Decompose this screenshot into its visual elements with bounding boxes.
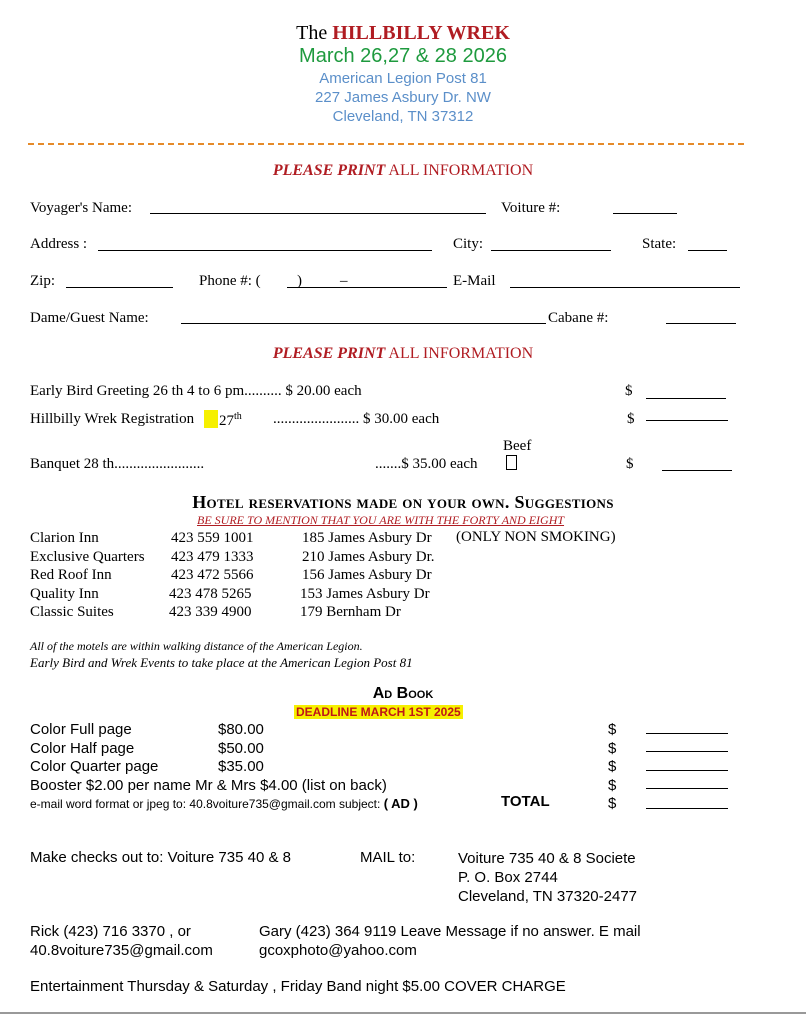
early-bird-line: Early Bird Greeting 26 th 4 to 6 pm.......... $ 20.00 each [30, 383, 362, 399]
registration-dollar: $ [627, 411, 635, 427]
ad-dollar: $ [608, 776, 617, 794]
quarter-page-amount-field[interactable] [646, 770, 728, 771]
hotel-address: 156 James Asbury Dr [302, 567, 432, 583]
booster-amount-field[interactable] [646, 788, 728, 789]
hotel-address: 153 James Asbury Dr [300, 585, 430, 602]
phone-paren: ) [297, 273, 302, 289]
phone-dash: – [340, 273, 348, 289]
mailing-address [458, 849, 637, 906]
please-print-emph: PLEASE PRINT [272, 162, 386, 179]
hotel-phone: 423 479 1333 [171, 548, 254, 565]
hotel-name: Exclusive Quarters [30, 548, 145, 565]
cabane-label: Cabane #: [548, 310, 609, 326]
hotel-name: Red Roof Inn [30, 567, 112, 583]
registration-label: Hillbilly Wrek Registration [30, 411, 195, 427]
ad-dollar: $ [608, 758, 617, 775]
voiture-label: Voiture #: [501, 200, 561, 216]
ad-item-label: Color Quarter page [30, 758, 159, 775]
venue-name: American Legion Post 81 [319, 70, 487, 87]
hotel-addresses [300, 529, 435, 622]
total-amount-field[interactable] [646, 808, 728, 809]
hotel-name: Classic Suites [30, 604, 114, 620]
voyager-name-field[interactable] [150, 213, 486, 214]
city-label: City: [453, 236, 484, 252]
deadline-badge: DEADLINE MARCH 1ST 2025 [296, 705, 461, 719]
divider [28, 143, 744, 145]
ad-item-label: Color Half page [30, 739, 135, 757]
event-title [0, 22, 806, 45]
registration-amount-field[interactable] [646, 420, 728, 421]
please-print-emph-2: PLEASE PRINT [272, 345, 386, 362]
email-format-text: e-mail word format or jpeg to: 40.8voiture735@gmail.com subject: [30, 797, 381, 811]
email-format-line [30, 796, 418, 811]
hotel-names [30, 529, 145, 622]
please-print-heading [0, 162, 806, 180]
address-field[interactable] [98, 250, 432, 251]
ad-item-label: Color Full page [30, 721, 132, 738]
hotel-phone: 423 339 4900 [169, 604, 252, 620]
banquet-amount-field[interactable] [662, 470, 732, 471]
registration-day-sup: th [234, 411, 242, 422]
venue-city: Cleveland, TN 37312 [332, 108, 474, 125]
events-location-note: Early Bird and Wrek Events to take place at the American Legion Post 81 [30, 655, 413, 670]
ad-dollar: $ [608, 721, 617, 738]
phone-field[interactable] [287, 287, 447, 288]
mailing-addr-line: P. O. Box 2744 [458, 869, 558, 886]
hotel-phone: 423 478 5265 [169, 585, 252, 602]
ad-dollar-column [608, 721, 616, 814]
zip-field[interactable] [66, 287, 173, 288]
hotel-note: (ONLY NON SMOKING) [456, 529, 616, 545]
hotel-heading: Hotel reservations made on your own. Suggestions [192, 492, 614, 512]
email-field[interactable] [510, 287, 740, 288]
ad-book-heading: Ad Book [372, 685, 434, 702]
mailing-addr-line: Voiture 735 40 & 8 Societe [458, 850, 636, 867]
contact-gary-phone: Gary (423) 364 9119 Leave Message if no answer. E mail [259, 923, 641, 940]
checks-payable: Make checks out to: Voiture 735 40 & 8 [30, 849, 291, 866]
registration-price: ....................... $ 30.00 each [273, 411, 440, 427]
email-label: E-Mail [453, 273, 496, 289]
city-field[interactable] [491, 250, 611, 251]
contact-rick [30, 922, 213, 960]
ad-dollar: $ [608, 739, 617, 757]
walking-note: All of the motels are within walking distance of the American Legion. [30, 639, 363, 653]
venue-street: 227 James Asbury Dr. NW [315, 89, 491, 106]
full-page-amount-field[interactable] [646, 733, 728, 734]
banquet-label: Banquet 28 th........................ [30, 456, 205, 472]
early-bird-amount-field[interactable] [646, 398, 726, 399]
highlight-mark [204, 410, 218, 428]
hotel-name: Quality Inn [30, 585, 99, 602]
state-label: State: [642, 236, 677, 252]
please-print-rest: ALL INFORMATION [388, 162, 534, 179]
ad-item-labels [30, 721, 387, 795]
ad-item-price: $50.00 [218, 739, 264, 757]
contact-gary-email: gcoxphoto@yahoo.com [259, 942, 417, 959]
voiture-number-field[interactable] [613, 213, 677, 214]
hotel-phone: 423 559 1001 [171, 530, 254, 546]
email-subject: ( AD ) [383, 796, 418, 811]
hotel-mention-note: BE SURE TO MENTION THAT YOU ARE WITH THE FORTY AND EIGHT [197, 513, 565, 527]
banquet-price: .......$ 35.00 each [375, 456, 478, 472]
hotel-address: 210 James Asbury Dr. [302, 548, 435, 565]
half-page-amount-field[interactable] [646, 751, 728, 752]
hotel-address: 185 James Asbury Dr [302, 530, 432, 546]
dame-label: Dame/Guest Name: [30, 310, 149, 326]
phone-label: Phone #: ( [199, 273, 261, 289]
contact-rick-email: 40.8voiture735@gmail.com [30, 942, 213, 959]
contact-rick-phone: Rick (423) 716 3370 , or [30, 923, 191, 940]
address-label: Address : [30, 236, 88, 252]
booster-line: Booster $2.00 per name Mr & Mrs $4.00 (list on back) [30, 776, 387, 794]
please-print-rest-2: ALL INFORMATION [388, 345, 534, 362]
ad-item-price: $35.00 [218, 758, 264, 775]
ad-item-prices [218, 721, 264, 777]
contact-gary [259, 922, 641, 960]
event-dates: March 26,27 & 28 2026 [299, 45, 507, 67]
banquet-dollar: $ [626, 456, 634, 472]
hotel-phone: 423 472 5566 [171, 567, 254, 583]
page-bottom-edge [0, 1012, 806, 1014]
title-main: HILLBILLY WREK [332, 22, 510, 44]
early-bird-dollar: $ [625, 383, 633, 399]
entertainment-note: Entertainment Thursday & Saturday , Friday Band night $5.00 COVER CHARGE [30, 978, 566, 995]
please-print-heading-2 [0, 345, 806, 363]
voyager-label: Voyager's Name: [30, 200, 132, 216]
state-field[interactable] [688, 250, 727, 251]
mail-to-label: MAIL to: [360, 849, 416, 866]
beef-label: Beef [503, 438, 532, 454]
zip-label: Zip: [30, 273, 55, 289]
hotel-address: 179 Bernham Dr [300, 604, 401, 620]
mailing-addr-line: Cleveland, TN 37320-2477 [458, 888, 638, 905]
cabane-field[interactable] [666, 323, 736, 324]
beef-checkbox[interactable] [506, 455, 517, 470]
title-prefix: The [296, 22, 328, 44]
dame-guest-field[interactable] [181, 323, 546, 324]
registration-day-num: 27 [219, 413, 234, 429]
ad-item-price: $80.00 [218, 721, 264, 738]
ad-dollar: $ [608, 795, 617, 812]
total-label: TOTAL [501, 793, 550, 810]
hotel-name: Clarion Inn [30, 530, 99, 546]
registration-day [219, 411, 242, 430]
hotel-phones [169, 529, 254, 622]
